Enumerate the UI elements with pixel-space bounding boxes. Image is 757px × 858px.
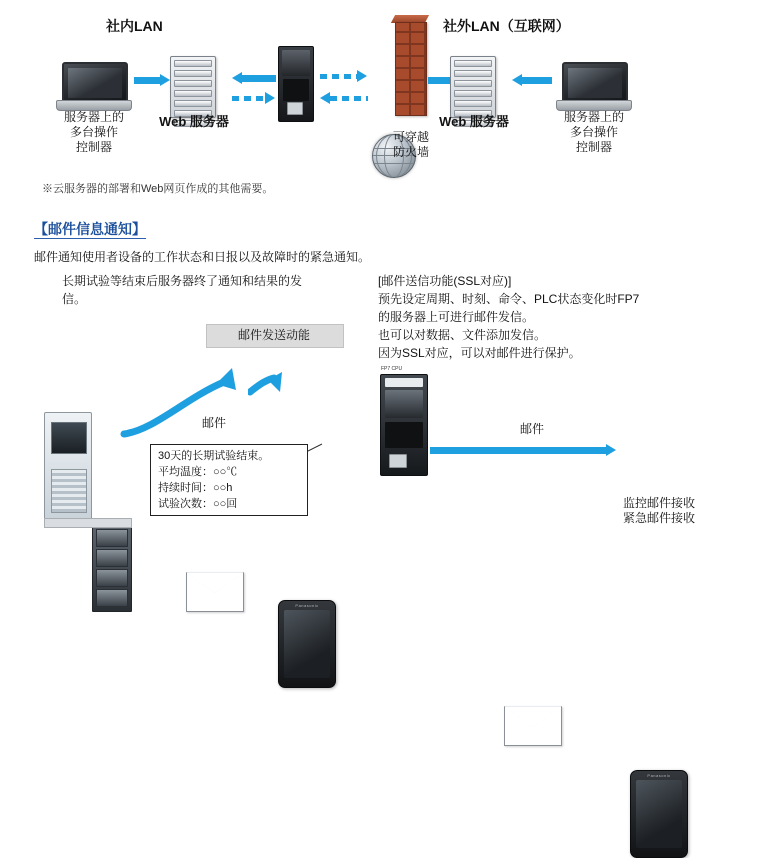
network-diagram xyxy=(0,0,757,210)
arrow-mail-to-tablet xyxy=(248,370,284,404)
network-footnote: ※云服务器的部署和Web网页作成的其他需要。 xyxy=(42,183,274,195)
callout-line2: 平均温度：○○℃ xyxy=(158,466,238,478)
left-text-line1: 长期试验等结束后服务器终了通知和结果的发 xyxy=(62,274,303,288)
equipment-cabinet-icon xyxy=(44,412,92,522)
lan-external-title: 社外LAN（互联网） xyxy=(443,18,570,34)
right-laptop-label-line3: 控制器 xyxy=(575,140,612,154)
mail-envelope-icon-right xyxy=(504,706,562,746)
cabinet-base xyxy=(44,518,132,528)
right-text-line4: 也可以对数据、文件添加发信。 xyxy=(378,328,547,342)
arrow-left-laptop-to-server xyxy=(134,74,170,86)
tablet-icon-right xyxy=(630,770,688,858)
mail-envelope-icon-left xyxy=(186,572,244,612)
right-text-line1: [邮件送信功能(SSL对应)] xyxy=(378,274,512,288)
left-laptop-label-line1: 服务器上的 xyxy=(63,110,124,124)
left-laptop-label-line3: 控制器 xyxy=(75,140,112,154)
firewall-label-line2: 防火墙 xyxy=(392,145,429,159)
section-left-text xyxy=(62,272,382,308)
arrow-plc-to-tablet xyxy=(430,444,616,456)
arrow-server-to-plc-dashed xyxy=(232,92,276,104)
firewall-label xyxy=(368,130,454,160)
firewall-label-line1: 可穿越 xyxy=(392,130,429,144)
left-web-server-label: Web 服务器 xyxy=(159,114,229,129)
callout-line4: 试验次数：○○回 xyxy=(158,498,238,510)
firewall-icon xyxy=(395,22,427,116)
arrow-server-to-plc-left xyxy=(232,72,276,84)
section-heading: 【邮件信息通知】 xyxy=(34,221,146,237)
right-web-server-label: Web 服务器 xyxy=(439,114,509,129)
plc-unit-icon xyxy=(278,46,314,122)
tablet-brand-left: Panasonic xyxy=(295,603,319,608)
right-laptop-icon xyxy=(556,62,630,114)
section-heading-underline xyxy=(34,238,146,239)
mail-label-right: 邮件 xyxy=(519,422,544,436)
tablet-brand-right: Panasonic xyxy=(647,773,671,778)
arrow-right-laptop-to-server xyxy=(512,74,552,86)
receiver-label xyxy=(600,496,718,526)
receiver-line2: 紧急邮件接收 xyxy=(622,511,695,525)
callout-line3: 持续时间：○○h xyxy=(158,482,233,494)
mail-label-left: 邮件 xyxy=(201,416,226,430)
plc-model-label: FP7 CPU xyxy=(381,366,403,372)
lan-internal-title: 社内LAN xyxy=(106,18,163,34)
left-web-server-icon xyxy=(170,56,216,118)
receiver-line1: 监控邮件接收 xyxy=(622,496,695,510)
left-laptop-icon xyxy=(56,62,130,114)
right-laptop-label-line2: 多台操作 xyxy=(569,125,618,139)
right-text-line2: 预先设定周期、时刻、命令、PLC状态变化时FP7 xyxy=(378,292,640,306)
plc-controller-icon-right xyxy=(380,374,428,476)
right-text-line5: 因为SSL对应，可以对邮件进行保护。 xyxy=(378,346,581,360)
section-intro: 邮件通知使用者设备的工作状态和日报以及故障时的紧急通知。 xyxy=(34,250,371,264)
left-laptop-label xyxy=(46,110,142,155)
callout-line1: 30天的长期试验结束。 xyxy=(158,450,270,462)
right-laptop-label xyxy=(546,110,642,155)
left-text-line2: 信。 xyxy=(62,292,87,306)
tablet-icon-left xyxy=(278,600,336,688)
arrow-plc-to-firewall-bottom xyxy=(320,92,368,104)
arrow-plc-to-firewall-top xyxy=(320,70,368,82)
left-laptop-label-line2: 多台操作 xyxy=(69,125,118,139)
plc-unit-stack-icon xyxy=(92,524,132,612)
right-text-line3: 的服务器上可进行邮件发信。 xyxy=(378,310,535,324)
right-web-server-icon xyxy=(450,56,496,118)
callout-text xyxy=(158,448,306,512)
right-laptop-label-line1: 服务器上的 xyxy=(563,110,624,124)
mail-send-function-label: 邮件发送动能 xyxy=(237,328,310,342)
mail-notification-diagram xyxy=(0,318,757,778)
